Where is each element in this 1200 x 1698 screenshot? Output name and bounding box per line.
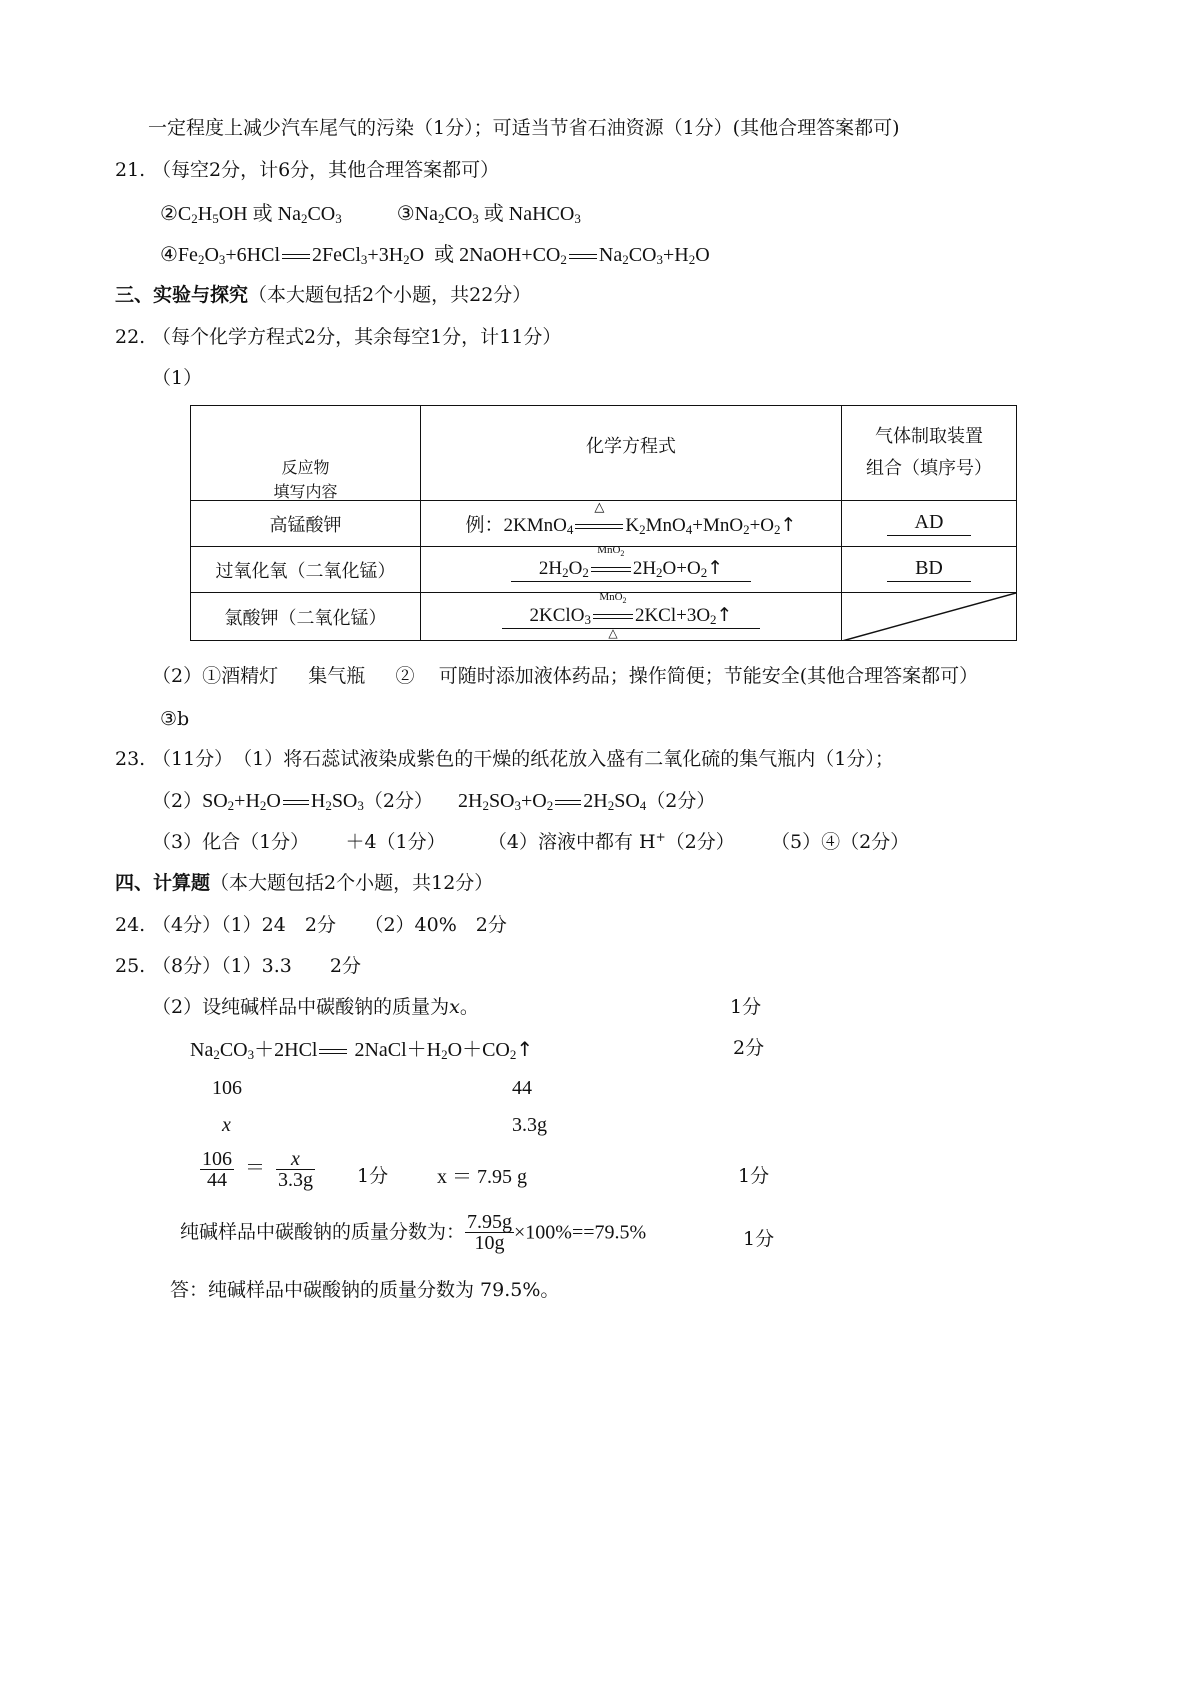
points-equation: 2分 [733,1037,765,1059]
answer-line-20-tail: 一定程度上减少汽车尾气的污染（1分）；可适当节省石油资源（1分）(其他合理答案都可) [148,117,900,139]
section-3-heading: 三、实验与探究（本大题包括2个小题，共22分） [115,284,532,306]
section-4-heading: 四、计算题（本大题包括2个小题，共12分） [115,872,494,894]
q21-header: （每空2分，计6分，其他合理答案都可） [152,159,500,181]
row-equation: 2KClO$_3$ MnO$_2$ △ $2KCl+3O_2↑$ [421,593,842,641]
q24-answer: （4分）（1）24 2分 （2）40% 2分 [152,914,507,936]
final-answer: 答：纯碱样品中碳酸钠的质量分数为 79.5%。 [170,1279,560,1301]
unknown-x: x [222,1114,231,1136]
row-reactant: 高锰酸钾 [191,501,421,547]
q21-answer-4: $④Fe_2O_3+6HCl$ $2FeCl_3+3H_2O$ 或 $2NaOH+CO_2$ $Na_2CO_3+H_2O$ [160,244,710,267]
q21-number: 21. [115,159,146,181]
q25-equation: $Na_2CO_3+2HCl$ $2NaCl+H_2O+CO_2↑$ [190,1037,534,1062]
proportion-equation: $\frac{106}{44}$ ＝ $\frac{x}{3.3g}$ [202,1148,313,1191]
q22-part2: （2）①酒精灯 集气瓶 ② 可随时添加液体药品；操作简便；节能安全(其他合理答案都可） [152,665,979,687]
q24-number: 24. [115,914,146,936]
molar-mass-na2co3: 106 [212,1077,242,1099]
reaction-table [190,405,1017,641]
q22-number: 22. [115,326,146,348]
points-proportion: 1分 [357,1165,389,1187]
mass-fraction-line: 纯碱样品中碳酸钠的质量分数为： $\frac{7.95g}{10g}$ ×100%==79.5% [180,1211,647,1254]
row-device: AD [842,501,1017,547]
diagonal-slash [842,593,1016,641]
q22-part3: ③b [160,708,190,730]
q22-part1-label: （1） [152,367,203,389]
points-assumption: 1分 [730,996,762,1018]
q23-part1: （11分） （1）将石蕊试液染成紫色的干燥的纸花放入盛有二氧化硫的集气瓶内（1分）； [152,748,894,770]
corner-reactant-label: 反应物 [281,458,330,477]
column-header-equation: 化学方程式 [421,406,842,501]
q25-assumption: （2）设纯碱样品中碳酸钠的质量为x。 [152,996,479,1018]
row-reactant: 过氧化氧（二氧化锰） [191,547,421,593]
q22-header: （每个化学方程式2分，其余每空1分，计11分） [152,326,562,348]
table-corner-cell [191,406,421,501]
row-equation-example: 例：2KMnO$_4$ △ $K_2MnO_4+MnO_2+O_2↑$ [421,501,842,547]
x-result: x ＝ 7.95 g [437,1166,527,1188]
points-x-result: 1分 [738,1165,770,1187]
row-device-blank [842,593,1017,641]
q23-number: 23. [115,748,146,770]
q23-part3-5: （3）化合（1分） ＋4（1分） （4）溶液中都有 H+（2分） （5）④（2分） [152,830,910,853]
column-header-device: 气体制取装置 组合（填序号） [842,406,1017,501]
molar-mass-co2: 44 [512,1077,532,1099]
q21-answer-2-3: $②C_2H_5OH$ 或 $Na_2CO_3$ $③Na_2CO_3$ 或 NaHCO$_3$ [160,203,581,226]
row-reactant: 氯酸钾（二氧化锰） [191,593,421,641]
q25-answer-1: （8分）（1）3.3 2分 [152,955,361,977]
row-equation: $2H_2O_2$ MnO$_2$ $2H_2O+O_2↑$ [421,547,842,593]
points-mass-fraction: 1分 [743,1228,775,1250]
q23-part2: $(2)SO_2+H_2O$ $H_2SO_3(2$分） $2H_2SO_3+O_2$ $2H_2SO_4(2$分） [152,790,716,813]
co2-mass: 3.3g [512,1114,547,1136]
row-device: BD [842,547,1017,593]
corner-content-label: 填写内容 [273,482,338,501]
q25-number: 25. [115,955,146,977]
